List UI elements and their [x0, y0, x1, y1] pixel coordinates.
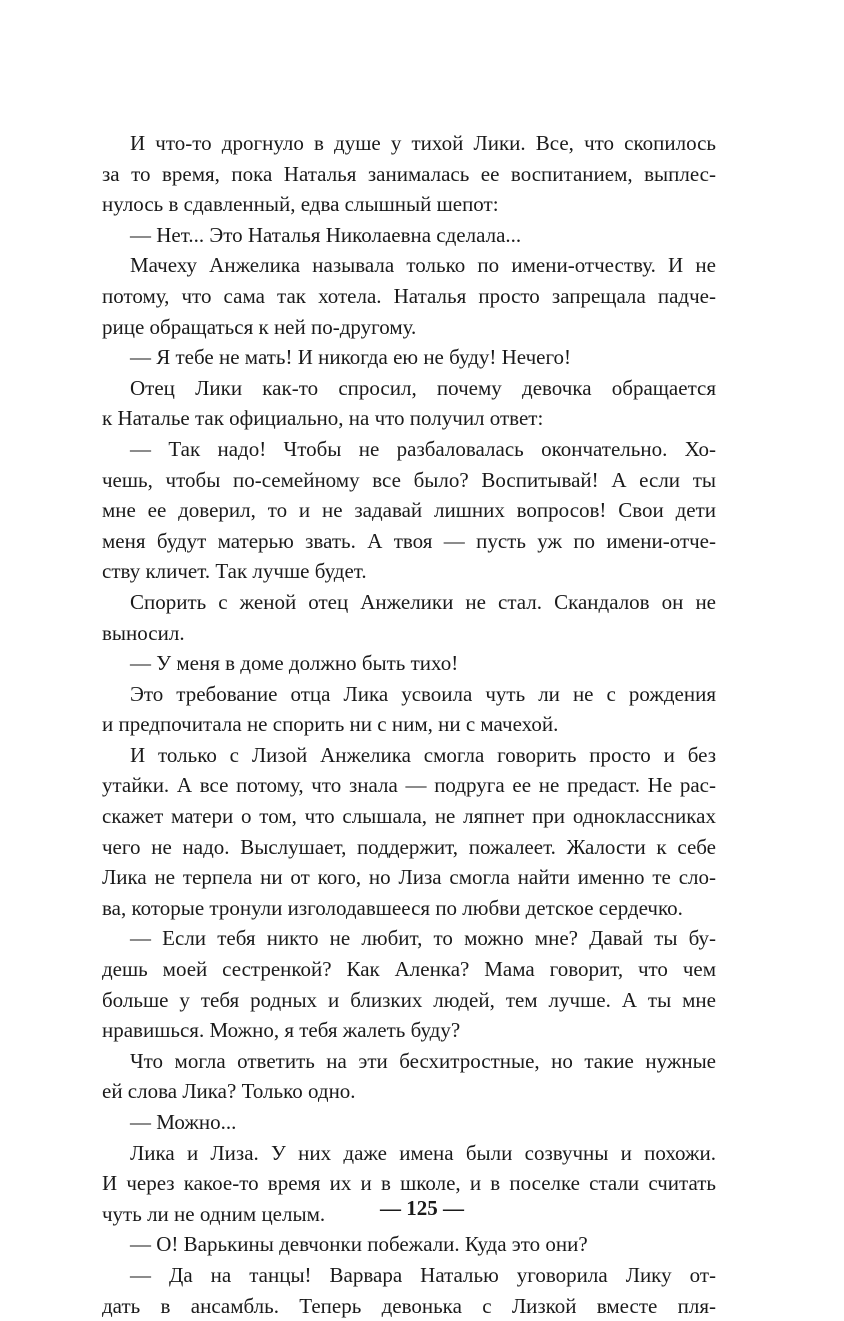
text-line: к Наталье так официально, на что получил ответ: [102, 406, 544, 431]
body-text [102, 128, 716, 1321]
text-line: чуть ли не одним целым. [102, 1201, 326, 1226]
text-line: — Нет... Это Наталья Николаевна сделала... [130, 222, 522, 247]
text-line: — У меня в доме должно быть тихо! [130, 651, 459, 676]
text-line: и предпочитала не спорить ни с ним, ни с мачехой. [102, 712, 559, 737]
text-line: ей слова Лика? Только одно. [102, 1079, 356, 1104]
text-line: выносил. [102, 620, 185, 645]
text-line: Лика не терпела ни от кого, но Лиза смогла найти именно те сло- [102, 865, 716, 890]
text-line: рице обращаться к ней по-другому. [102, 314, 417, 339]
text-line: — Да на танцы! Варвара Наталью уговорила Лику от- [130, 1262, 716, 1287]
text-line: меня будут матерью звать. А твоя — пусть уж по имени-отче- [102, 528, 716, 553]
text-line: нравишься. Можно, я тебя жалеть буду? [102, 1018, 461, 1043]
text-line: дать в ансамбль. Теперь девонька с Лизкой вместе пля- [102, 1293, 716, 1318]
text-line: мне ее доверил, то и не задавай лишних вопросов! Свои дети [102, 498, 716, 523]
text-line: — Я тебе не мать! И никогда ею не буду! Нечего! [130, 345, 572, 370]
text-line: — О! Варькины девчонки побежали. Куда это они? [130, 1232, 588, 1257]
text-line: — Если тебя никто не любит, то можно мне? Давай ты бу- [130, 926, 716, 951]
text-line: И только с Лизой Анжелика смогла говорить просто и без [130, 742, 716, 767]
text-line: потому, что сама так хотела. Наталья просто запрещала падче- [102, 283, 716, 308]
text-line: Лика и Лиза. У них даже имена были созвучны и похожи. [130, 1140, 716, 1165]
text-line: ству кличет. Так лучше будет. [102, 559, 367, 584]
text-line: Это требование отца Лика усвоила чуть ли не с рождения [130, 681, 716, 706]
text-line: за то время, пока Наталья занималась ее воспитанием, выплес- [102, 161, 716, 186]
text-line: Мачеху Анжелика называла только по имени-отчеству. И не [130, 253, 716, 278]
text-line: утайки. А все потому, что знала — подруга ее не предаст. Не рас- [102, 773, 716, 798]
page-number: — 125 — [380, 1196, 464, 1220]
text-line: больше у тебя родных и близких людей, тем лучше. А ты мне [102, 987, 716, 1012]
text-line: — Так надо! Чтобы не разбаловалась окончательно. Хо- [130, 436, 716, 461]
text-line: Что могла ответить на эти бесхитростные, но такие нужные [130, 1048, 716, 1073]
text-line: чешь, чтобы по-семейному все было? Воспитывай! А если ты [102, 467, 716, 492]
text-line: И что-то дрогнуло в душе у тихой Лики. Все, что скопилось [130, 131, 716, 155]
text-line: скажет матери о том, что слышала, не ляпнет при одноклассниках [102, 804, 716, 829]
text-line: Спорить с женой отец Анжелики не стал. Скандалов он не [130, 589, 716, 614]
text-line: И через какое-то время их и в школе, и в поселке стали считать [102, 1171, 716, 1196]
text-line: дешь моей сестренкой? Как Аленка? Мама говорит, что чем [102, 957, 716, 982]
text-line: Отец Лики как-то спросил, почему девочка обращается [130, 375, 716, 400]
text-line: нулось в сдавленный, едва слышный шепот: [102, 192, 499, 217]
text-line: — Можно... [130, 1110, 237, 1134]
text-line: ва, которые тронули изголодавшееся по любви детское сердечко. [102, 895, 683, 920]
text-line: чего не надо. Выслушает, поддержит, пожалеет. Жалости к себе [102, 834, 716, 859]
